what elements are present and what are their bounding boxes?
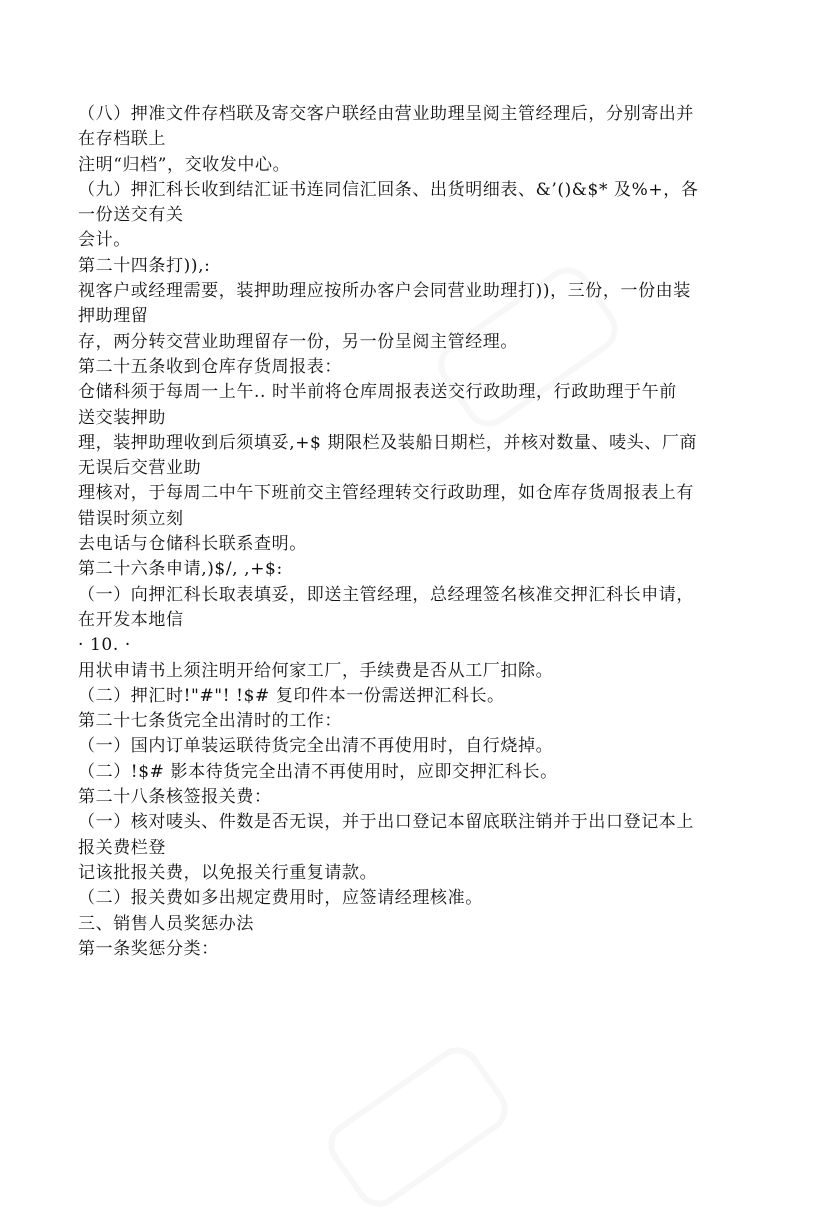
text-line: （一）核对唛头、件数是否无误，并于出口登记本留底联注销并于出口登记本上 [78, 812, 694, 833]
text-line: 仓储科须于每周一上午.. 时半前将仓库周报表送交行政助理，行政助理于午前 [78, 382, 677, 403]
document-body [78, 102, 758, 962]
text-line: 理核对，于每周二中午下班前交主管经理转交行政助理，如仓库存货周报表上有 [78, 483, 694, 504]
text-line: （一）向押汇科长取表填妥，即送主管经理，总经理签名核准交押汇科长申请， [78, 584, 694, 605]
text-line: 注明“归档”，交收发中心。 [78, 154, 291, 175]
text-line: 视客户或经理需要，装押助理应按所办客户会同营业助理打))，三份，一份由装 [78, 281, 691, 302]
text-line: 押助理留 [78, 306, 149, 327]
text-line: 去电话与仓储科长联系查明。 [78, 534, 307, 555]
text-line: （八）押准文件存档联及寄交客户联经由营业助理呈阅主管经理后，分别寄出并 [78, 104, 694, 124]
text-line: 在存档联上 [78, 129, 166, 150]
text-line: 存，两分转交营业助理留存一份，另一份呈阅主管经理。 [78, 331, 518, 352]
section-heading: 第二十七条货完全出清时的工作： [78, 711, 342, 732]
section-heading: 第一条奖惩分类： [78, 938, 219, 959]
text-line: 错误时须立刻 [78, 508, 184, 529]
section-heading: 第二十四条打)),: [78, 255, 211, 276]
section-heading: 第二十八条核签报关费： [78, 787, 272, 808]
text-line: 会计。 [78, 230, 131, 251]
section-heading: 第二十六条申请,)$/, ,+$: [78, 559, 283, 580]
text-line: 无误后交营业助 [78, 458, 202, 479]
text-line: （九）押汇科长收到结汇证书连同信汇回条、出货明细表、&’()&$* 及%+，各 [78, 179, 699, 200]
text-line: 用状申请书上须注明开给何家工厂，手续费是否从工厂扣除。 [78, 660, 554, 681]
text-line: 在开发本地信 [78, 609, 184, 630]
text-line: 记该批报关费，以免报关行重复请款。 [78, 862, 378, 883]
text-line: （二）报关费如多出规定费用时，应签请经理核准。 [78, 888, 483, 909]
text-line: （二）押汇时!"#"! !$# 复印件本一份需送押汇科长。 [78, 685, 505, 706]
text-line: 送交装押助 [78, 407, 166, 428]
page-number: · 10. · [78, 635, 131, 656]
text-line: 理，装押助理收到后须填妥,+$ 期限栏及装船日期栏，并核对数量、唛头、厂商 [78, 432, 698, 453]
text-line: 一份送交有关 [78, 205, 184, 226]
text-line: （一）国内订单装运联待货完全出清不再使用时，自行烧掉。 [78, 736, 554, 757]
section-heading: 第二十五条收到仓库存货周报表： [78, 356, 342, 377]
text-line: （二）!$# 影本待货完全出清不再使用时，应即交押汇科长。 [78, 761, 558, 782]
watermark-stamp [319, 1038, 517, 1216]
chapter-heading: 三、销售人员奖惩办法 [78, 913, 254, 934]
text-line: 报关费栏登 [78, 837, 166, 858]
